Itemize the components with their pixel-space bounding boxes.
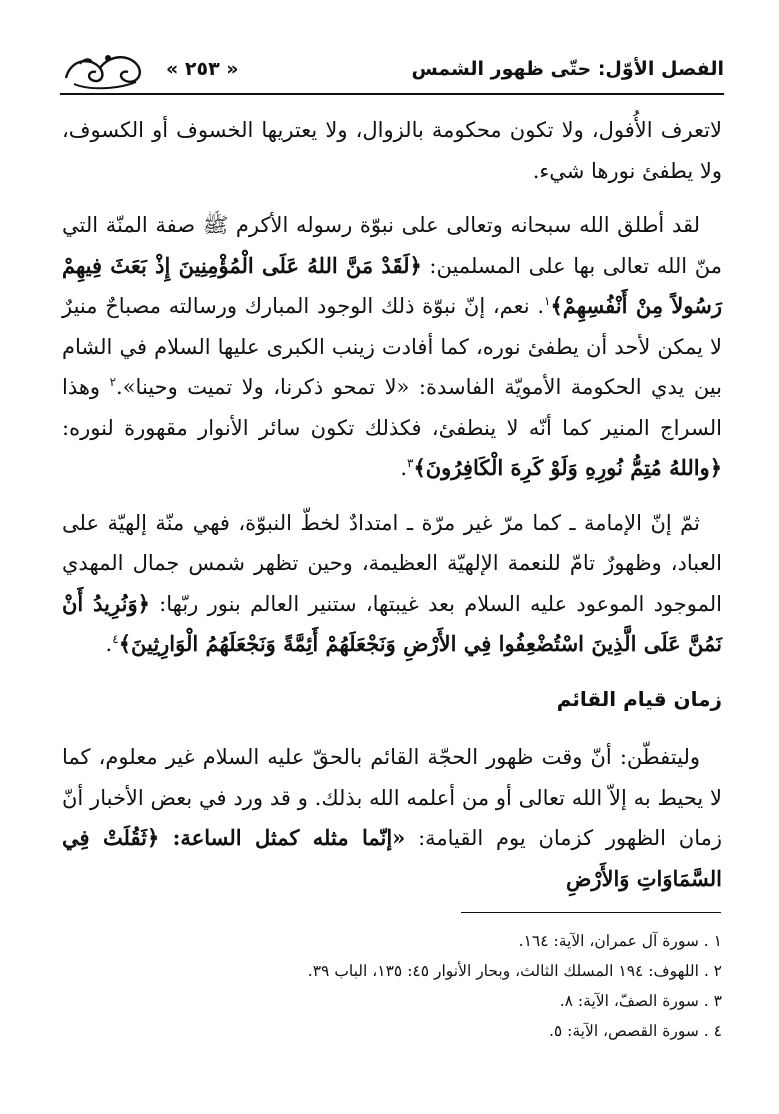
paragraph-2: لقد أطلق الله سبحانه وتعالى على نبوّة رسوله الأكرم ﷺ صفة المنّة التي منّ الله تعالى بها على المسلمين: ﴿لَقَدْ مَنَّ اللهُ عَلَى الْمُؤْمِنِينَ إِذْ بَعَثَ فِيهِمْ رَسُولاً مِنْ أَنْفُسِهِمْ﴾$^١$. نعم، إنّ نبوّة ذلك الوجود المبارك ورسالته مصباحٌ منيرٌ لا يمكن لأحد أن يطفئ نوره، كما أفادت زينب الكبرى عليها السلام في الشام بين يدي الحكومة الأمويّة الفاسدة: «لا تمحو ذكرنا، ولا تميت وحينا».$^٢$ وهذا السراج المنير كما أنّه لا ينطفئ، فكذلك تكون سائر الأنوار مقهورة لنوره: ﴿واللهُ مُتِمُّ نُورِهِ وَلَوْ كَرِهَ الْكَافِرُونَ﴾$^٣$.	[62, 213, 722, 480]
footnote-4: ٤ . سورة القصص، الآية: ٥.	[548, 1022, 722, 1040]
paragraph-3-text: ثمّ إنّ الإمامة ـ كما مرّ غير مرّة ـ امتدادٌ لخطّ النبوّة، فهي منّة إلهيّة على العباد، وظهورٌ تامّ للنعمة الإلهيّة العظيمة، وحين تظهر شمس جمال المهدي الموجود الموعود عليه السلام بعد غيبتها، ستنير العالم بنور ربّها:	[62, 510, 722, 616]
footnote-2: ٢ . اللهوف: ١٩٤ المسلك الثالث، وبحار الأنوار ٤٥: ١٣٥، الباب ٣٩.	[307, 962, 722, 980]
paragraph-2-text-a: لقد أطلق الله سبحانه وتعالى على نبوّة رسوله الأكرم ﷺ صفة المنّة التي منّ الله تعالى بها على المسلمين:	[62, 213, 722, 278]
footnote-ref-4: ٤	[112, 632, 119, 646]
quran-quote-3: ﴿وَنُرِيدُ أَنْ نَمُنَّ عَلَى الَّذِينَ اسْتُضْعِفُوا فِي الأَرْضِ وَنَجْعَلَهُمْ أَئِمَّةً وَنَجْعَلَهُمُ الْوَارِثِينَ﴾	[62, 590, 722, 656]
quran-quote-2: ﴿واللهُ مُتِمُّ نُورِهِ وَلَوْ كَرِهَ الْكَافِرُونَ﴾	[413, 455, 722, 480]
paragraph-3: ثمّ إنّ الإمامة ـ كما مرّ غير مرّة ـ امتدادٌ لخطّ النبوّة، فهي منّة إلهيّة على العباد، وظهورٌ تامّ للنعمة الإلهيّة العظيمة، وحين تظهر شمس جمال المهدي الموجود الموعود عليه السلام بعد غيبتها، ستنير العالم بنور ربّها: ﴿وَنُرِيدُ أَنْ نَمُنَّ عَلَى الَّذِينَ اسْتُضْعِفُوا فِي الأَرْضِ وَنَجْعَلَهُمْ أَئِمَّةً وَنَجْعَلَهُمُ الْوَارِثِينَ﴾$^٤$.	[62, 510, 722, 656]
footnote-3: ٣ . سورة الصفّ، الآية: ٨.	[559, 992, 722, 1010]
header-rule	[60, 93, 724, 95]
paragraph-2-text-b: . نعم، إنّ نبوّة ذلك الوجود المبارك ورسالته مصباحٌ منيرٌ لا يمكن لأحد أن يطفئ نوره، كما أفادت زينب الكبرى عليها السلام في الشام بين يدي الحكومة الأمويّة الفاسدة: «لا تمحو ذكرنا، ولا تميت وحينا».	[62, 294, 722, 399]
body-text	[62, 110, 722, 913]
section-title: زمان قيام القائم	[556, 686, 722, 711]
footnote-1: ١ . سورة آل عمران، الآية: ١٦٤.	[518, 932, 722, 950]
footnotes	[62, 926, 722, 1046]
running-title: الفصل الأوّل: حتّى ظهور الشمس	[411, 58, 724, 80]
paragraph-4	[62, 737, 722, 899]
page-number: « ٢٥٣ »	[166, 58, 239, 80]
quran-quote-1: ﴿لَقَدْ مَنَّ اللهُ عَلَى الْمُؤْمِنِينَ إِذْ بَعَثَ فِيهِمْ رَسُولاً مِنْ أَنْفُسِهِمْ﴾	[62, 252, 722, 318]
footnote-divider	[461, 912, 721, 913]
quran-quote-4: «إنّما مثله كمثل الساعة: ﴿ثَقُلَتْ فِي السَّمَاوَاتِ وَالأَرْضِ	[62, 825, 722, 891]
paragraph-4-text: وليتفطّن: أنّ وقت ظهور الحجّة القائم بالحقّ عليه السلام غير معلوم، كما لا يحيط به إلاّ الله تعالى أو من أعلمه الله بذلك. و قد ورد في بعض الأخبار أنّ زمان الظهور كزمان يوم القيامة:	[62, 745, 722, 850]
ornament-icon	[60, 48, 146, 94]
footnote-ref-1: ١	[544, 294, 551, 308]
paragraph-1: لاتعرف الأُفول، ولا تكون محكومة بالزوال، ولا يعتريها الخسوف أو الكسوف، ولا يطفئ نورها شيء.	[62, 118, 722, 183]
page-header	[60, 48, 724, 100]
footnote-ref-3: ٣	[407, 456, 414, 470]
footnote-ref-2: ٢	[109, 375, 117, 389]
paragraph-2-text-c: وهذا السراج المنير كما أنّه لا ينطفئ، فكذلك تكون سائر الأنوار مقهورة لنوره:	[62, 375, 722, 440]
